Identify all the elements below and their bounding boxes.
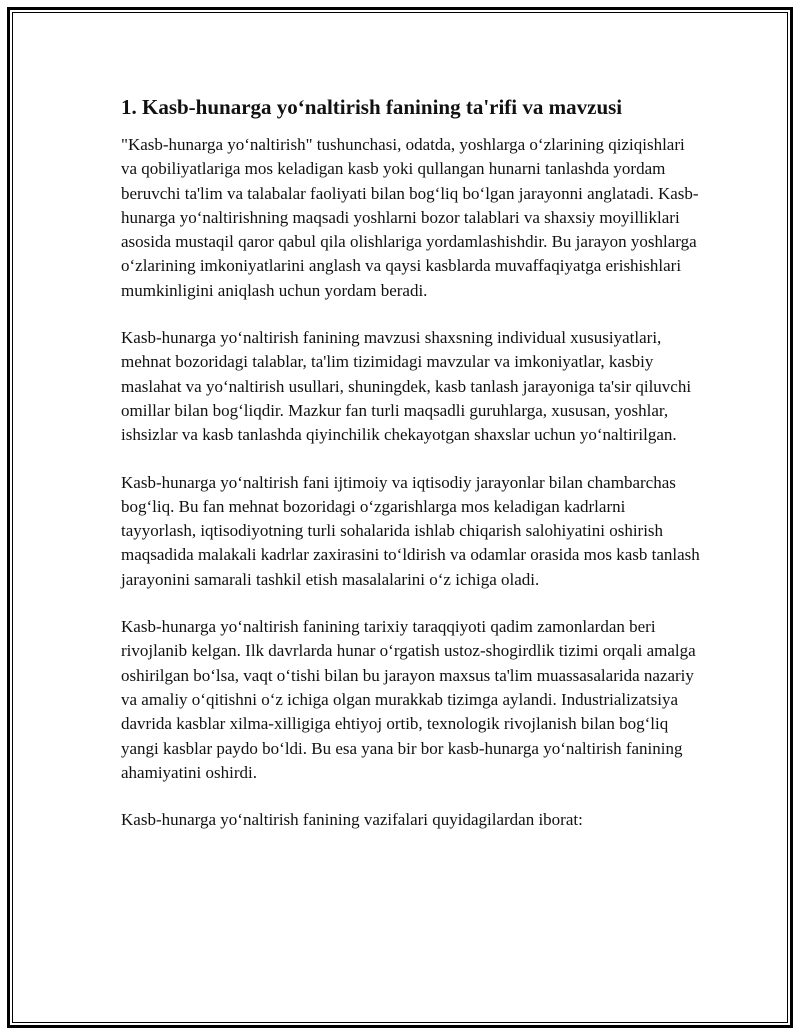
paragraph-socioeconomic: Kasb-hunarga yoʻnaltirish fani ijtimoiy va iqtisodiy jarayonlar bilan chambarchas bogʻliq. Bu fan mehnat bozoridagi oʻzgarishlarga mos keladigan kadrlarni tayyorlash, iqtisodiyotning turli sohalarida ishlab chiqarish salohiyatini oshirish maqsadida malakali kadrlar zaxirasini toʻldirish va odamlar orasida mos kasb tanlash jarayonini samarali tashkil etish masalalarini oʻz ichiga oladi.: [121, 472, 700, 589]
section-heading: 1. Kasb-hunarga yoʻnaltirish fanining ta'rifi va mavzusi: [121, 95, 623, 119]
document-body: [121, 93, 701, 855]
paragraph-definition: "Kasb-hunarga yoʻnaltirish" tushunchasi, odatda, yoshlarga oʻzlarining qiziqishlari va qobiliyatlariga mos keladigan kasb yoki qullangan hunarni tanlashda yordam beruvchi ta'lim va talabalar faoliyati bilan bogʻliq boʻlgan jarayonni anglatadi. Kasb-hunarga yoʻnaltirishning maqsadi yoshlarni bozor talablari va shaxsiy moyilliklari asosida mustaqil qaror qabul qila olishlariga yordamlashishdir. Bu jarayon yoshlarga oʻzlarining imkoniyatlarini anglash va qaysi kasblarda muvaffaqiyatga erishishlari mumkinligini aniqlash uchun yordam beradi.: [121, 135, 699, 300]
paragraph-subject: Kasb-hunarga yoʻnaltirish fanining mavzusi shaxsning individual xususiyatlari, mehnat bozoridagi talablar, ta'lim tizimidagi mavzular va imkoniyatlar, kasbiy maslahat va yoʻnaltirish usullari, shuningdek, kasb tanlash jarayoniga ta'sir qiluvchi omillar bilan bogʻliqdir. Mazkur fan turli maqsadli guruhlarga, xususan, yoshlar, ishsizlar va kasb tanlashda qiyinchilik chekayotgan shaxslar uchun yoʻnaltirilgan.: [121, 328, 692, 445]
paragraph-history: Kasb-hunarga yoʻnaltirish fanining tarixiy taraqqiyoti qadim zamonlardan beri rivojlanib kelgan. Ilk davrlarda hunar oʻrgatish ustoz-shogirdlik tizimi orqali amalga oshirilgan boʻlsa, vaqt oʻtishi bilan bu jarayon maxsus ta'lim muassasalarida nazariy va amaliy oʻqitishni oʻz ichiga olgan murakkab tizimga aylandi. Industrializatsiya davrida kasblar xilma-xilligiga ehtiyoj ortib, texnologik rivojlanish bilan bogʻliq yangi kasblar paydo boʻldi. Bu esa yana bir bor kasb-hunarga yoʻnaltirish fanining ahamiyatini oshirdi.: [121, 617, 696, 782]
page-border: [7, 7, 793, 1028]
paragraph-tasks-intro: Kasb-hunarga yoʻnaltirish fanining vazifalari quyidagilardan iborat:: [121, 810, 583, 830]
